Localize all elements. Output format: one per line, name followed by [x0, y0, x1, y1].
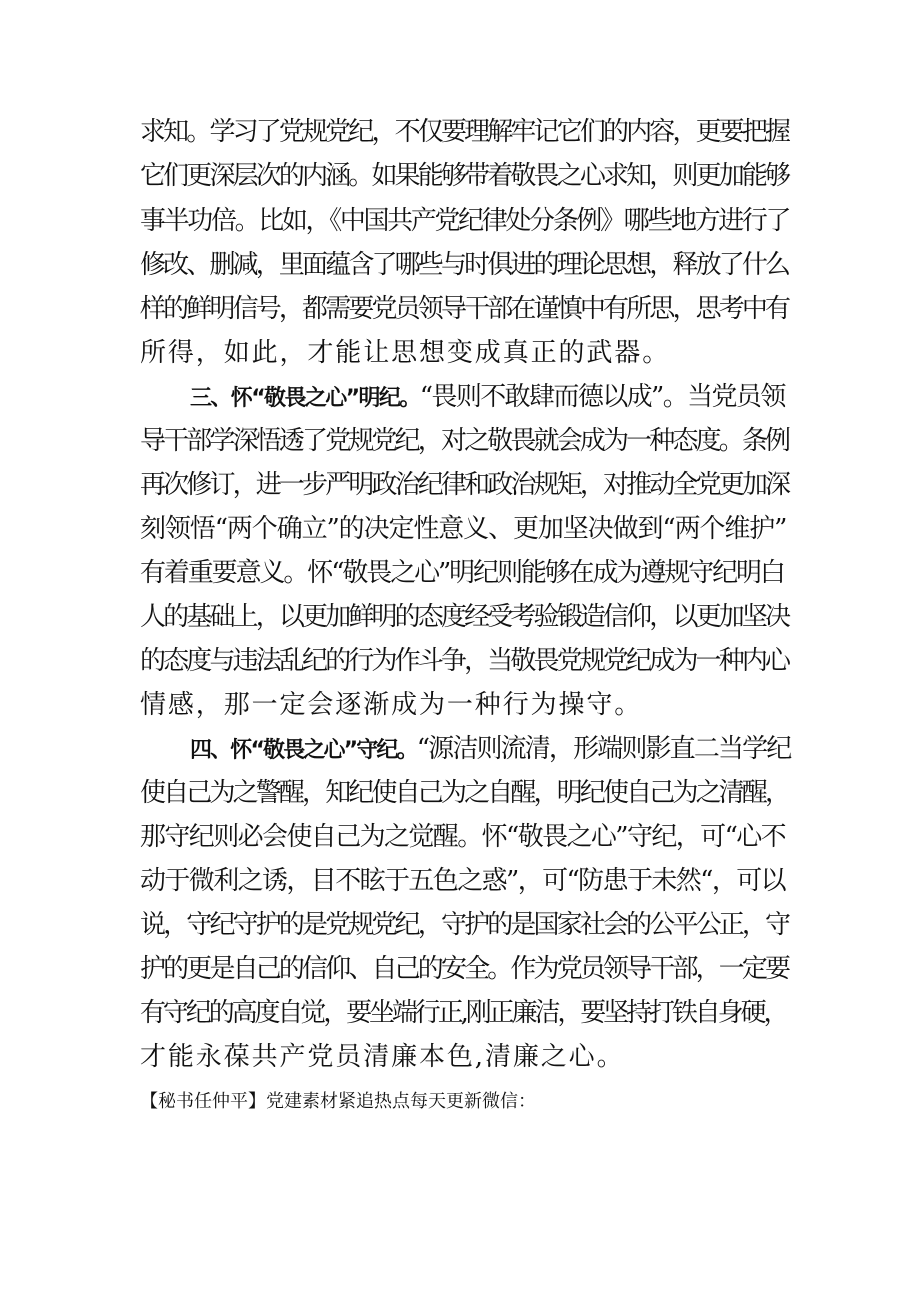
body-text-line: 事半功倍。比如，《中国共产党纪律处分条例》哪些地方进行了 [140, 206, 790, 236]
body-text-line: 有着重要意义。怀“敬畏之心”明纪则能够在成为遵规守纪明白 [140, 558, 784, 588]
body-text-line: 的态度与违法乱纪的行为作斗争，当敬畏党规党纪成为一种内心 [140, 646, 789, 676]
section-4-heading: 四、怀“敬畏之心”守纪。 [190, 738, 417, 763]
section-3-heading: 三、怀“敬畏之心”明纪。 [190, 386, 420, 411]
body-text-line: 刻领悟“两个确立”的决定性意义、更加坚决做到“两个维护” [140, 514, 787, 544]
body-text-line: 它们更深层次的内涵。如果能够带着敬畏之心求知，则更加能够 [140, 161, 789, 191]
body-text-line: 有守纪的高度自觉，要坐端行正,刚正廉洁，要坚持打铁自身硬， [140, 998, 787, 1028]
body-text-line: 护的更是自己的信仰、自己的安全。作为党员领导干部，一定要 [140, 954, 789, 984]
body-text-line: 那守纪则必会使自己为之觉醒。怀“敬畏之心”守纪，可“心不 [140, 822, 786, 852]
section-4-first-line [190, 732, 790, 768]
body-text-line: 使自己为之警醒，知纪使自己为之自醒，明纪使自己为之清醒， [140, 778, 789, 808]
body-text-line: 导干部学深悟透了党规党纪，对之敬畏就会成为一种态度。条例 [140, 426, 789, 456]
body-text-line: 样的鲜明信号，都需要党员领导干部在谨慎中有所思，思考中有 [140, 294, 789, 324]
section-3-first-line-text: “畏则不敢肆而德以成”。当党员领 [419, 382, 785, 412]
body-text-line: 求知。学习了党规党纪，不仅要理解牢记它们的内容，更要把握 [140, 117, 789, 147]
body-text-line: 动于微利之诱，目不眩于五色之惑”，可“防患于未然“，可以 [140, 866, 786, 896]
body-text-line: 人的基础上，以更加鲜明的态度经受考验锻造信仰，以更加坚决 [140, 602, 789, 632]
footer-note: 【秘书任仲平】党建素材紧追热点每天更新微信： [140, 1091, 536, 1112]
body-text-line: 情感，那一定会逐渐成为一种行为操守。 [140, 690, 643, 720]
body-text-line: 说，守纪守护的是党规党纪，守护的是国家社会的公平公正，守 [140, 910, 789, 940]
section-4-first-line-text: “源洁则流清，形端则影直二当学纪 [416, 734, 791, 764]
body-text-line: 所得，如此，才能让思想变成真正的武器。 [140, 338, 671, 368]
body-text-line: 修改、删减，里面蕴含了哪些与时俱进的理论思想，释放了什么 [140, 250, 789, 280]
body-text-line: 才能永葆共产党员清廉本色,清廉之心。 [140, 1042, 625, 1072]
body-text-line: 再次修订，进一步严明政治纪律和政治规矩，对推动全党更加深 [140, 470, 789, 500]
section-3-first-line [190, 380, 790, 416]
